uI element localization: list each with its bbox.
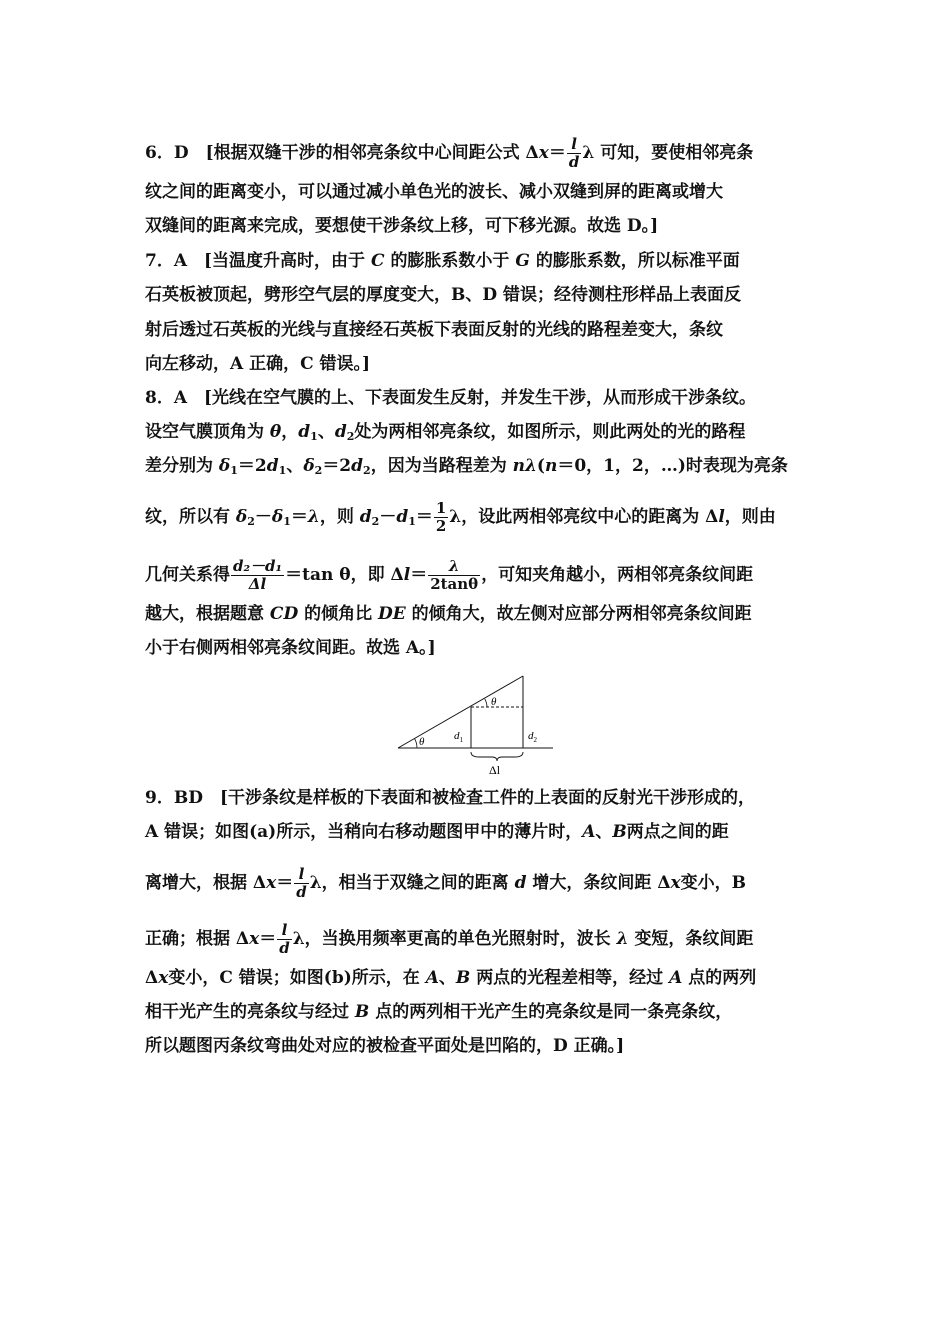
q8-line-6: 越大，根据题意 CD 的倾角比 DE 的倾角大，故左侧对应部分两相邻亮条纹间距 <box>145 604 752 624</box>
q8-line-7: 小于右侧两相邻亮条纹间距。故选 A。] <box>145 638 436 658</box>
fraction-l-over-d: $\frac{l}{d}$ <box>568 135 580 171</box>
q6-line-1: 6．D [根据双缝干涉的相邻亮条纹中心间距公式 Δx＝ $\frac{l}{d}$ λ 可知，要使相邻亮条 <box>145 135 754 171</box>
delta-l-label: Δl <box>489 763 501 777</box>
q9-line-3: 离增大，根据 Δx＝ $\frac{l}{d}$ λ，相当于双缝之间的距离 d 增大，条纹间距 Δx变小，B <box>145 865 747 901</box>
q9-line-5: Δx变小，C 错误；如图(b)所示，在 A、B 两点的光程差相等，经过 A 点的两列 <box>145 968 757 988</box>
q8-line-1: 8．A [光线在空气膜的上、下表面发生反射，并发生干涉，从而形成干涉条纹。 <box>145 388 757 408</box>
q8-line-5: 几何关系得 $\frac{\text{d₂－d₁}}{\Delta l}$ ＝tan θ，即 Δl＝ $\frac{\lambda}{2\tan\theta}$ ，可知夹角越小，两相邻亮条纹间距 <box>145 557 754 593</box>
angle-arc-2 <box>485 699 487 707</box>
q9-line-6: 相干光产生的亮条纹与经过 B 点的两列相干光产生的亮条纹是同一条亮条纹， <box>145 1002 733 1022</box>
d1-label: $d_1$ <box>454 730 463 744</box>
angle-arc-1 <box>415 739 418 749</box>
fraction-one-half: $\frac{1}{2}$ <box>435 499 447 535</box>
fraction-lambda-over-2tan: $\frac{\lambda}{2\tan\theta}$ <box>430 557 479 593</box>
q7-line-4: 向左移动，A 正确，C 错误。] <box>145 354 371 374</box>
fraction-l-over-d-3: $\frac{l}{d}$ <box>279 921 290 957</box>
wedge-diagram <box>395 674 555 784</box>
fraction-l-over-d-2: $\frac{l}{d}$ <box>296 865 307 901</box>
q8-line-2: 设空气膜顶角为 θ，$d_1$、$d_2$处为两相邻亮条纹，如图所示，则此两处的光的路程 <box>145 422 746 443</box>
delta-l-brace <box>471 752 523 761</box>
theta-label-2: θ <box>491 696 497 708</box>
d2-label: $d_2$ <box>528 730 537 744</box>
q9-line-2: A 错误；如图(a)所示，当稍向右移动题图甲中的薄片时，A、B两点之间的距 <box>145 822 729 842</box>
q7-line-1: 7．A [当温度升高时，由于 C 的膨胀系数小于 G 的膨胀系数，所以标准平面 <box>145 251 740 271</box>
q8-line-4: 纹，所以有 $\delta_2-\delta_1=\lambda$，则 $d_2-d_1=$ $\frac{1}{2}$ λ，设此两相邻亮纹中心的距离为 Δl，则由 <box>145 499 776 535</box>
q9-line-1: 9．BD [干涉条纹是样板的下表面和被检查工件的上表面的反射光干涉形成的， <box>145 788 755 808</box>
theta-label-1: θ <box>419 736 425 748</box>
q9-line-4: 正确；根据 Δx＝ $\frac{l}{d}$ λ，当换用频率更高的单色光照射时，波长 λ 变短，条纹间距 <box>145 921 754 957</box>
q8-line-3: 差分别为 $\delta_1=2d_1$、$\delta_2=2d_2$，因为当路程差为 nλ(n＝0，1，2，…)时表现为亮条 <box>145 456 788 477</box>
q9-line-7: 所以题图丙条纹弯曲处对应的被检查平面处是凹陷的，D 正确。] <box>145 1036 625 1056</box>
q6-line-3: 双缝间的距离来完成，要想使干涉条纹上移，可下移光源。故选 D。] <box>145 216 659 236</box>
q7-line-3: 射后透过石英板的光线与直接经石英板下表面反射的光线的路程差变大，条纹 <box>145 320 723 340</box>
q6-line-2: 纹之间的距离变小，可以通过减小单色光的波长、减小双缝到屏的距离或增大 <box>145 182 723 202</box>
fraction-d-diff-over-delta-l: $\frac{\text{d₂－d₁}}{\Delta l}$ <box>233 557 283 593</box>
q7-line-2: 石英板被顶起，劈形空气层的厚度变大，B、D 错误；经待测柱形样品上表面反 <box>145 285 742 305</box>
